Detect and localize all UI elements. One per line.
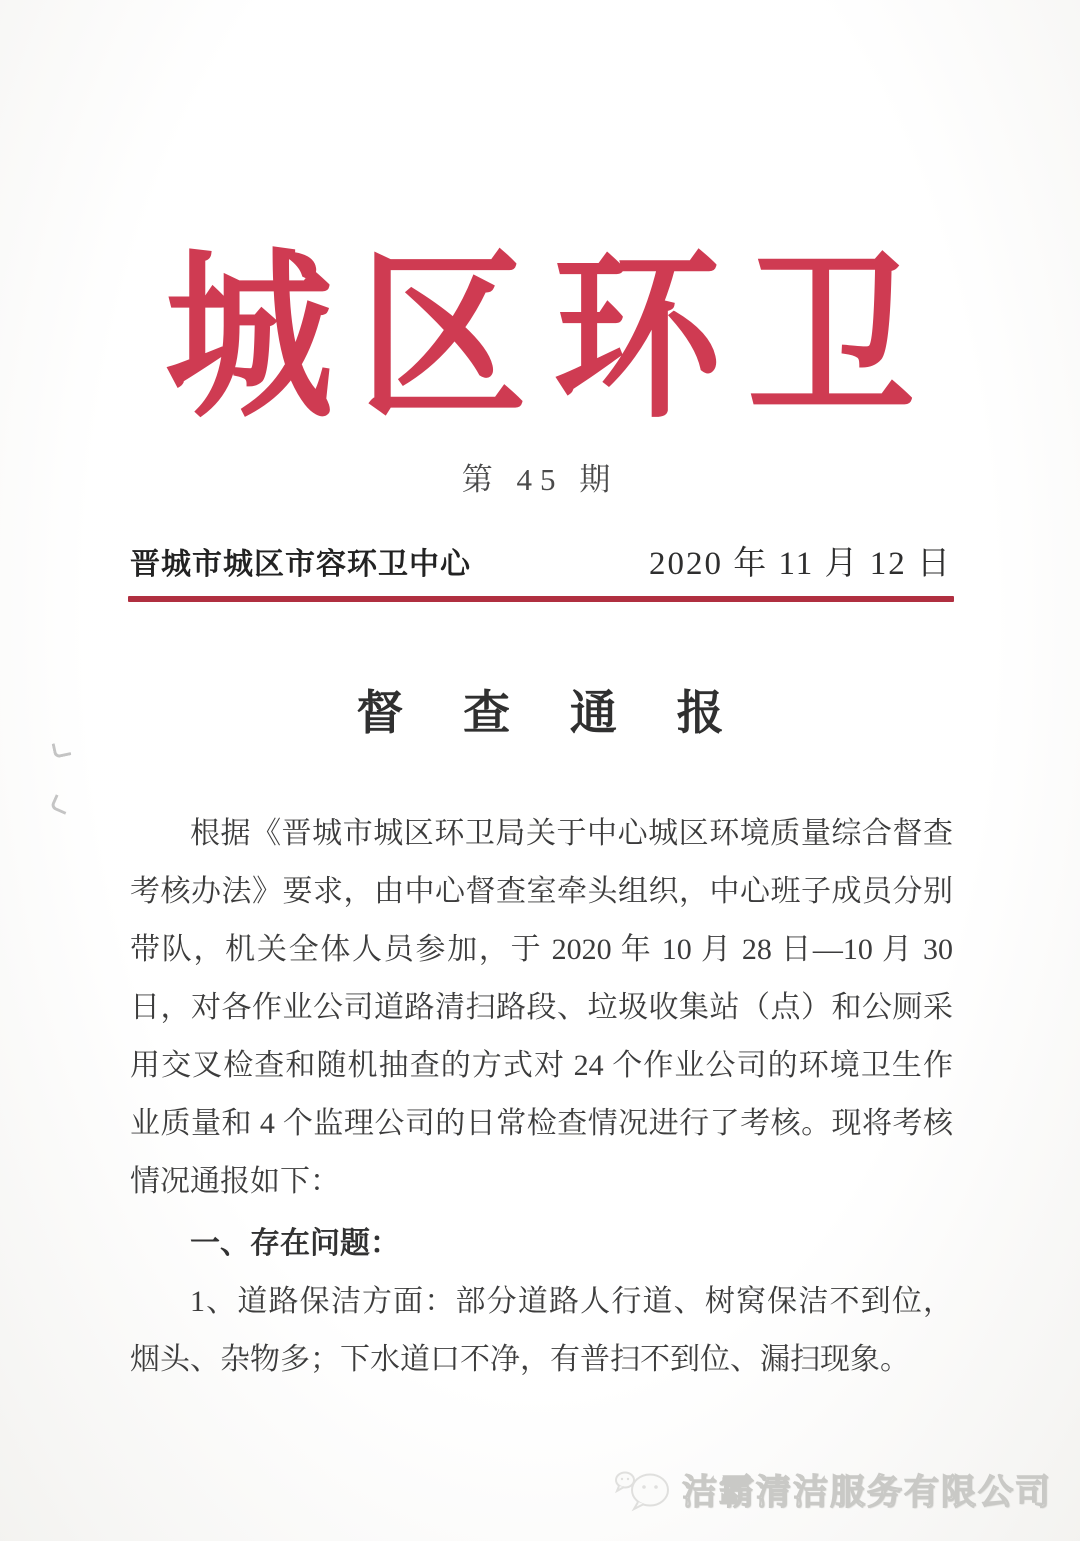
document-title: 督 查 通 报 [356,688,748,740]
watermark-text: 洁霸清洁服务有限公司 [681,1473,1052,1512]
publication-date: 2020 年 11 月 12 日 [648,546,952,582]
document-body [130,805,953,1389]
header-divider-rule [128,596,954,602]
document-header [130,537,952,584]
scan-artifact [50,794,72,815]
issue-number: 第 45 期 [461,462,619,497]
watermark [614,1465,1052,1515]
masthead-title: 城区环卫 [165,229,941,443]
section-heading-problems: 一、存在问题： [190,1227,400,1260]
scan-artifact [52,740,72,758]
organization-name: 晋城市城区市容环卫中心 [130,548,471,581]
paragraph-intro: 根据《晋城市城区环卫局关于中心城区环境质量综合督查考核办法》要求，由中心督查室牵头组织，中心班子成员分别带队，机关全体人员参加，于 2020 年 10 月 28 日—10 月 30 日，对各作业公司道路清扫路段、垃圾收集站（点）和公厕采用交叉检查和随机抽查的方式对 24 个作业公司的环境卫生作业质量和 4 个监理公司的日常检查情况进行了考核。现将考核情况通报如下： [130,817,953,1198]
wechat-icon [614,1468,672,1512]
paragraph-road-cleaning: 1、道路保洁方面：部分道路人行道、树窝保洁不到位，烟头、杂物多；下水道口不净，有普扫不到位、漏扫现象。 [130,1285,953,1376]
